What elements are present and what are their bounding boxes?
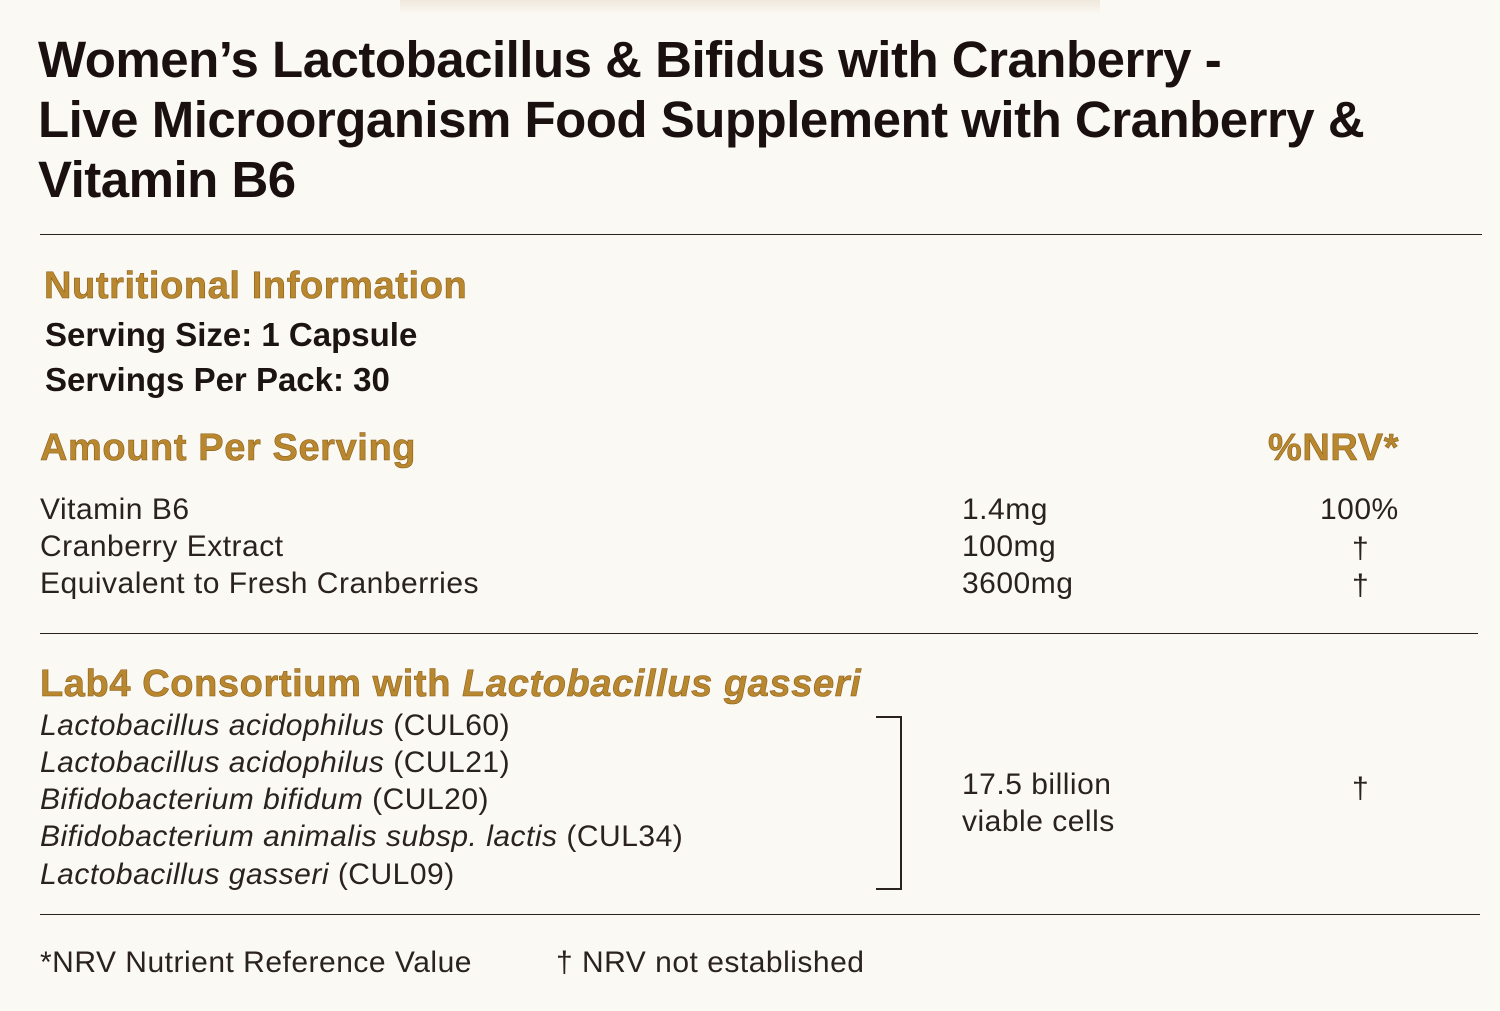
cranberry-extract-amount: 100mg <box>962 530 1057 563</box>
fresh-cranberries-amount: 3600mg <box>962 567 1074 600</box>
serving-size: Serving Size: 1 Capsule <box>45 316 418 353</box>
strain-4 <box>40 818 683 855</box>
viable-cells-amount-line1: 17.5 billion <box>962 768 1112 801</box>
title-line-2: Live Microorganism Food Supplement with Cranberry & <box>38 91 1365 148</box>
title-line-3: Vitamin B6 <box>38 151 296 208</box>
divider-middle <box>40 633 1478 634</box>
consortium-heading <box>40 662 861 706</box>
consortium-heading-species: Lactobacillus gasseri <box>462 663 862 705</box>
fresh-cranberries-nrv: † <box>1352 569 1369 602</box>
vitamin-b6-name: Vitamin B6 <box>40 493 190 526</box>
strain-2-code: (CUL21) <box>384 746 511 779</box>
title-line-1: Women’s Lactobacillus & Bifidus with Cranberry - <box>38 31 1222 88</box>
strain-1 <box>40 707 510 744</box>
top-shadow <box>400 0 1100 14</box>
strain-group-bracket <box>876 716 902 890</box>
strain-4-species: Bifidobacterium animalis subsp. lactis <box>40 820 558 853</box>
servings-per-pack: Servings Per Pack: 30 <box>45 361 390 398</box>
strain-3 <box>40 781 489 818</box>
strain-5-species: Lactobacillus gasseri <box>40 858 329 891</box>
nutritional-info-heading: Nutritional Information <box>44 265 468 307</box>
vitamin-b6-nrv: 100% <box>1320 493 1399 526</box>
strain-5-code: (CUL09) <box>328 858 455 891</box>
strain-4-code: (CUL34) <box>557 820 684 853</box>
consortium-heading-prefix: Lab4 Consortium with <box>40 663 463 705</box>
strain-2 <box>40 744 510 781</box>
nrv-footnote: *NRV Nutrient Reference Value <box>40 946 472 979</box>
strain-1-code: (CUL60) <box>384 709 511 742</box>
strain-3-code: (CUL20) <box>363 783 490 816</box>
nrv-heading: %NRV* <box>1268 427 1400 469</box>
viable-cells-amount-line2: viable cells <box>962 805 1115 838</box>
consortium-nrv: † <box>1352 772 1369 805</box>
divider-bottom <box>40 914 1480 915</box>
amount-per-serving-heading: Amount Per Serving <box>40 427 417 469</box>
dagger-footnote: † NRV not established <box>556 946 865 979</box>
strain-1-species: Lactobacillus acidophilus <box>40 709 385 742</box>
cranberry-extract-name: Cranberry Extract <box>40 530 284 563</box>
divider-top <box>40 234 1482 235</box>
strain-3-species: Bifidobacterium bifidum <box>40 783 364 816</box>
cranberry-extract-nrv: † <box>1352 532 1369 565</box>
strain-5 <box>40 856 455 893</box>
strain-2-species: Lactobacillus acidophilus <box>40 746 385 779</box>
vitamin-b6-amount: 1.4mg <box>962 493 1048 526</box>
product-title <box>38 30 1458 210</box>
fresh-cranberries-name: Equivalent to Fresh Cranberries <box>40 567 480 600</box>
